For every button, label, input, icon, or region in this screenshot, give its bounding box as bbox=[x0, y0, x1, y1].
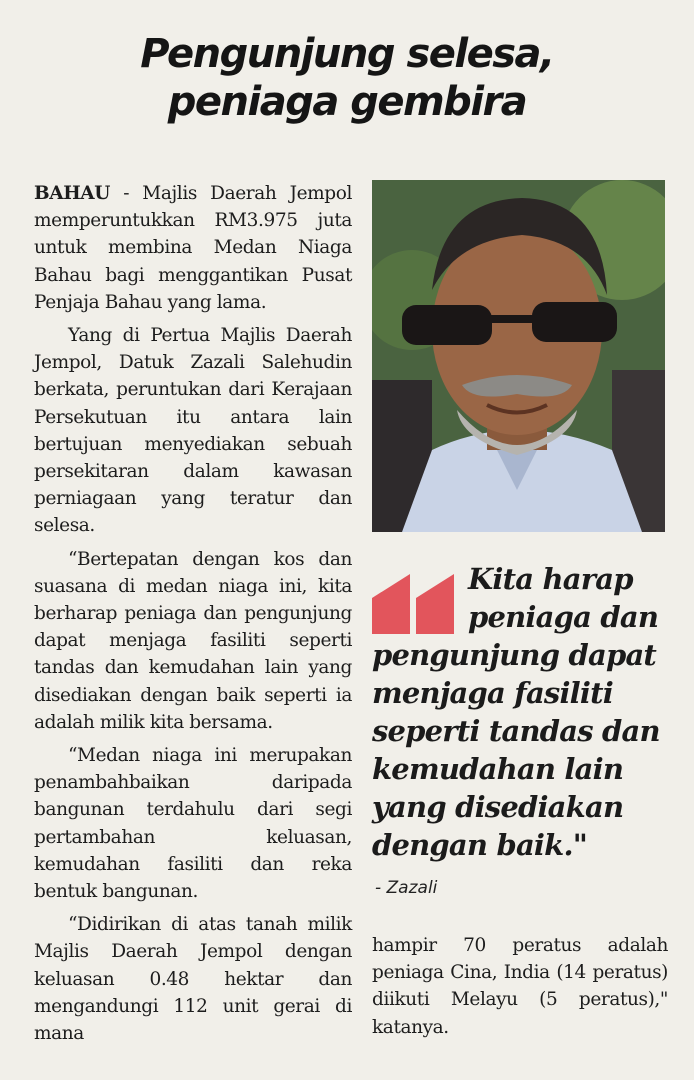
article-left-column bbox=[34, 180, 352, 1053]
headline-line-2: peniaga gembira bbox=[167, 79, 527, 125]
article-lead-paragraph bbox=[34, 180, 352, 316]
portrait-photo bbox=[372, 180, 665, 532]
portrait-illustration bbox=[372, 180, 665, 532]
headline-line-1: Pengunjung selesa, bbox=[140, 31, 554, 77]
article-paragraph-3: “Medan niaga ini merupakan penambahbaikan daripada bangunan terdahulu dari segi pertambahan keluasan, kemudahan fasiliti dan reka bentuk bangunan. bbox=[34, 745, 352, 903]
pull-quote bbox=[372, 560, 672, 864]
dateline: BAHAU bbox=[34, 183, 110, 204]
article-paragraph-4: “Didirikan di atas tanah milik Majlis Daerah Jempol dengan keluasan 0.48 hektar dan mengandungi 112 unit gerai di mana bbox=[34, 914, 352, 1045]
pull-quote-body: pengunjung dapat menjaga fasiliti seperti tandas dan kemudahan lain yang disediakan dengan baik." bbox=[372, 638, 660, 862]
article-paragraph-2: “Bertepatan dengan kos dan suasana di medan niaga ini, kita berharap peniaga dan pengunjung dapat menjaga fasiliti seperti tandas dan kemudahan lain yang disediakan dengan baik seperti ia adalah milik kita bersama. bbox=[34, 548, 352, 733]
lead-text: - Majlis Daerah Jempol memperuntukkan RM3.975 juta untuk membina Medan Niaga Bahau bagi menggantikan Pusat Penjaja Bahau yang lama. bbox=[34, 183, 352, 313]
article-right-column bbox=[372, 932, 668, 1041]
article-continuation: hampir 70 peratus adalah peniaga Cina, India (14 peratus) diikuti Melayu (5 peratus)," katanya. bbox=[372, 935, 668, 1038]
pull-quote-lead-in: Kita harap peniaga dan bbox=[468, 562, 659, 634]
headline bbox=[0, 30, 694, 126]
pull-quote-attribution: - Zazali bbox=[375, 878, 438, 898]
article-paragraph-1: Yang di Pertua Majlis Daerah Jempol, Datuk Zazali Salehudin berkata, peruntukan dari Kerajaan Persekutuan itu antara lain bertujuan menyediakan sebuah persekitaran dalam kawasan perniagaan yang teratur dan selesa. bbox=[34, 325, 352, 537]
